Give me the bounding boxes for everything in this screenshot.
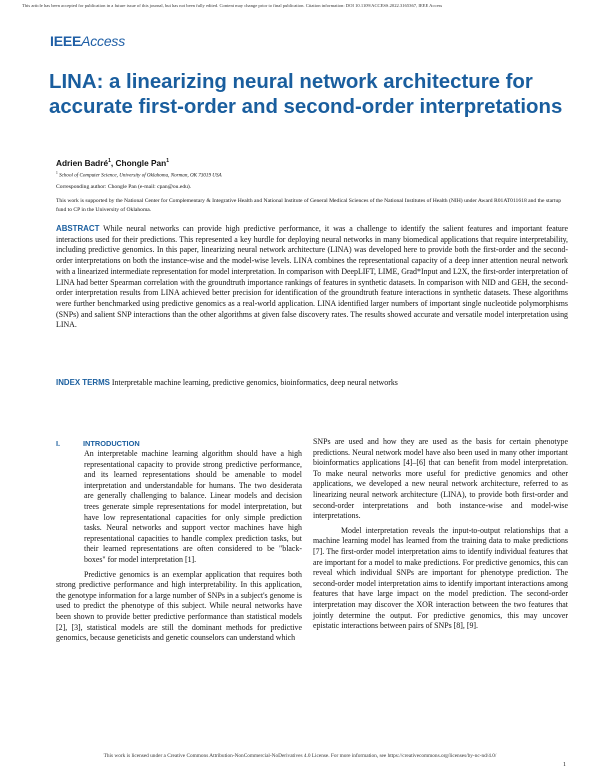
paragraph: An interpretable machine learning algorithm should have a high representational capacity to provide strong predictive performance, and its learned representations should be amenable to model interpretation and understandable for humans. The two desiderata are generally challenging to balance. Linear models and decision trees generate simple representations for model interpretation, but have low representational capacities for only simple prediction tasks. Neural networks and support vector machines have high representational capacities to handle complex prediction tasks, but their learned representations are often considered to be "black-boxes" for model interpretation [1]. [84,449,302,564]
logo-access: Access [81,33,126,49]
abstract-heading: ABSTRACT [56,224,100,233]
left-column [56,449,302,648]
corresponding-author: Corresponding author: Chongle Pan (e-mail: cpan@ou.edu). [56,184,192,190]
author-first: Adrien Badré [56,158,109,168]
publication-note: This article has been accepted for publication in a future issue of this journal, but has not been fully edited. Content may change prior to final publication. Citation information: DOI 10.1109/ACCESS.2022.3165367, IEEE Access [22,3,443,8]
section-title: INTRODUCTION [83,439,140,448]
section-heading [56,439,140,448]
author-first-sup: 1 [108,158,111,165]
index-terms-body: Interpretable machine learning, predictive genomics, bioinformatics, deep neural networks [111,378,398,387]
abstract-body: While neural networks can provide high predictive performance, it was a challenge to identify the salient features and important feature interactions used for their predictions. This represented a key hurdle for deploying neural networks in many biomedical applications that require interpretability, including predictive genomics. In this paper, linearizing neural network architecture (LINA) was developed here to provide both the first-order and the second-order interpretations on both the instance-wise and the model-wise levels. LINA combines the representational capacity of a deep inner attention neural network with a linearized intermediate representation for model interpretation. In comparison with DeepLIFT, LIME, Grad*Input and L2X, the first-order interpretation of LINA had better Spearman correlation with the groundtruth importance rankings of features in synthetic datasets. In comparison with NID and GEH, the second-order interpretation results from LINA achieved better precision for identification of the groundtruth feature interactions in synthetic datasets. These algorithms were further benchmarked using predictive genomics as a real-world application. LINA identified larger numbers of important single nucleotide polymorphisms (SNPs) and salient SNP interactions than the other algorithms at given false discovery rates. The results showed accurate and versatile model interpretation using LINA. [56,224,568,330]
logo-ieee: IEEE [50,33,82,49]
paragraph: Predictive genomics is an exemplar application that requires both strong predictive performance and high interpretability. In this application, the genotype information for a large number of SNPs in a subject's genome is used to predict the phenotype of this subject. While neural networks have been shown to provide better predictive performance than statistical models [2], [3], statistical models are still the dominant methods for predictive genomics, because geneticists and genetic counselors can understand which [56,569,302,643]
index-terms-heading: INDEX TERMS [56,378,110,387]
affiliation-sup: 1 [56,171,58,175]
index-terms [56,378,568,387]
abstract [56,224,568,331]
author-second: Chongle Pan [115,158,167,168]
affiliation [56,171,222,179]
section-number: I. [56,439,61,448]
affiliation-text: School of Computer Science, University of Oklahoma, Norman, OK 73019 USA [59,172,222,179]
right-column [313,437,568,636]
paper-title: LINA: a linearizing neural network architecture for accurate first-order and second-order interpretations [49,71,563,118]
paragraph: SNPs are used and how they are used as the basis for certain phenotype predictions. Neural network model have also been used in many other important bioinformatics applications [4]–[6] that can benefit from model interpretation. To make neural networks more useful for predictive genomics and other applications, we developed a new neural network architecture, referred to as linearizing neural network architecture (LINA), to provide both first-order and second-order interpretations and both instance-wise and model-wise interpretations. [313,437,568,521]
ieee-access-logo [50,33,125,49]
license-footer: This work is licensed under a Creative Commons Attribution-NonCommercial-NoDerivatives 4.0 License. For more information, see https://creativecommons.org/licenses/by-nc-nd/4.0/ [103,753,497,759]
paragraph: Model interpretation reveals the input-to-output relationships that a machine learning model has learned from the training data to make predictions [7]. The first-order model interpretation aims to identify individual features that are important for a model to make predictions. For predictive genomics, this can reveal which individual SNPs are important for phenotype prediction. The second-order model interpretation aims to identify important interactions among features that have large impact on the model prediction. The second-order interpretation may discover the XOR interaction between the two features that jointly determine the output. For predictive genomics, this may uncover epistatic interactions between pairs of SNPs [8], [9]. [313,525,568,631]
page-number: 1 [563,762,566,768]
author-list: Adrien Badré$^1$, Chongle Pan$^1$ [56,158,170,168]
author-second-sup: 1 [166,158,170,165]
funding-statement: This work is supported by the National Center for Complementary & Integrative Health and National Institute of General Medical Sciences of the National Institutes of Health (NIH) under Award R01AT011618 and the startup fund to CP in the University of Oklahoma. [56,198,562,213]
